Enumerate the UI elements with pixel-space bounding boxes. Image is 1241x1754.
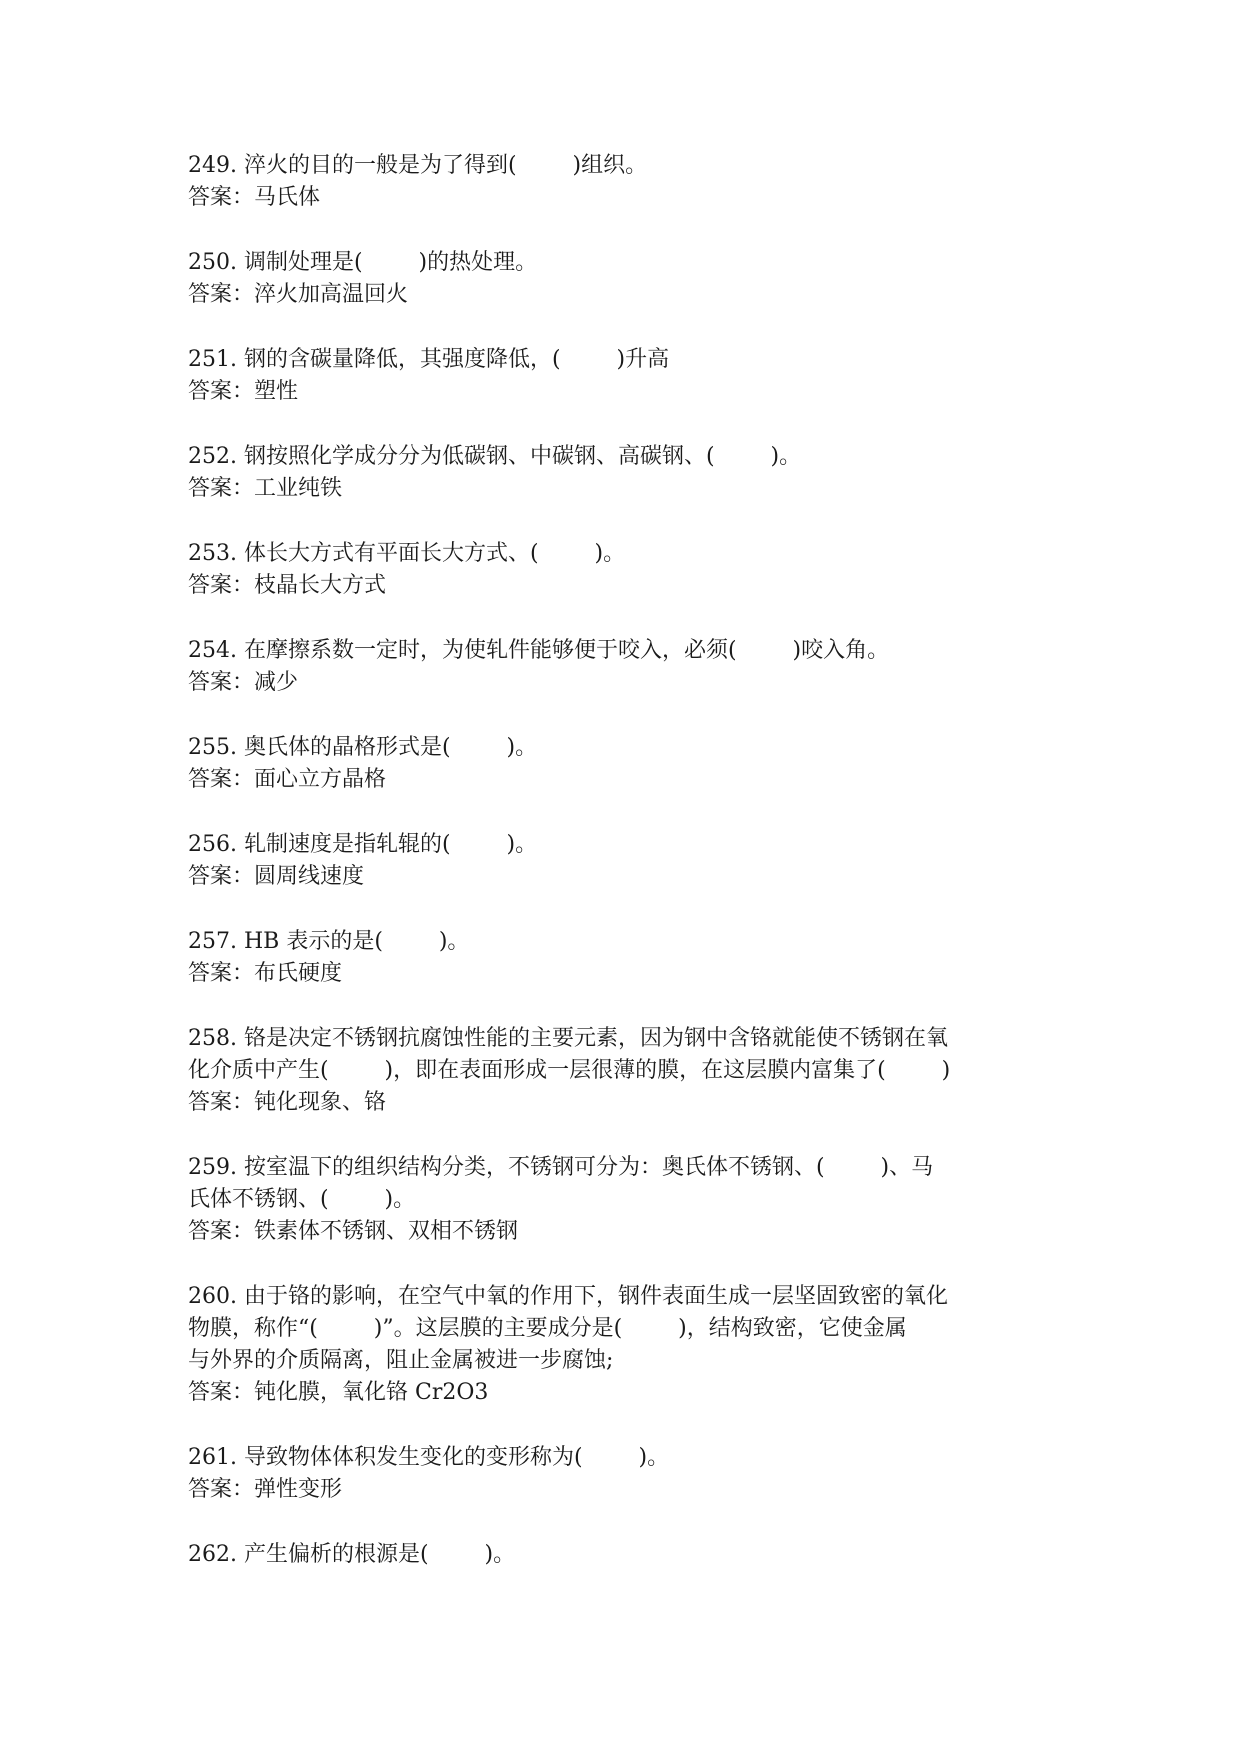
- question-block-251: [188, 344, 1088, 408]
- answer-text: 答案：钝化现象、铬: [188, 1090, 387, 1115]
- question-text: 250. 调制处理是( )的热处理。: [188, 250, 538, 275]
- answer-text: 答案：钝化膜，氧化铬 Cr2O3: [188, 1380, 489, 1405]
- question-text: 251. 钢的含碳量降低，其强度降低，( )升高: [188, 347, 670, 372]
- answer-text: 答案：铁素体不锈钢、双相不锈钢: [188, 1219, 519, 1244]
- question-text: 249. 淬火的目的一般是为了得到( )组织。: [188, 153, 648, 178]
- answer-text: 答案：塑性: [188, 379, 299, 404]
- question-text: 与外界的介质隔离，阻止金属被进一步腐蚀;: [188, 1348, 614, 1373]
- question-text: 255. 奥氏体的晶格形式是( )。: [188, 735, 538, 760]
- question-text: 259. 按室温下的组织结构分类，不锈钢可分为：奥氏体不锈钢、( )、马: [188, 1155, 934, 1180]
- question-block-255: [188, 732, 1088, 796]
- document-page: [188, 150, 1088, 1604]
- answer-text: 答案：减少: [188, 670, 299, 695]
- answer-text: 答案：布氏硬度: [188, 961, 343, 986]
- question-text: 258. 铬是决定不锈钢抗腐蚀性能的主要元素，因为钢中含铬就能使不锈钢在氧: [188, 1026, 948, 1051]
- question-block-249: [188, 150, 1088, 214]
- answer-text: 答案：圆周线速度: [188, 864, 365, 889]
- question-block-262: [188, 1539, 1088, 1571]
- question-text: 物膜，称作“( )”。这层膜的主要成分是( )，结构致密，它使金属: [188, 1316, 907, 1341]
- question-text: 256. 轧制速度是指轧辊的( )。: [188, 832, 538, 857]
- answer-text: 答案：枝晶长大方式: [188, 573, 387, 598]
- answer-text: 答案：淬火加高温回火: [188, 282, 409, 307]
- answer-text: 答案：工业纯铁: [188, 476, 343, 501]
- question-block-260: [188, 1281, 1088, 1409]
- question-block-253: [188, 538, 1088, 602]
- question-block-250: [188, 247, 1088, 311]
- answer-text: 答案：马氏体: [188, 185, 321, 210]
- question-block-257: [188, 926, 1088, 990]
- question-text: 254. 在摩擦系数一定时，为使轧件能够便于咬入，必须( )咬入角。: [188, 638, 890, 663]
- question-block-252: [188, 441, 1088, 505]
- question-text: 257. HB 表示的是( )。: [188, 929, 470, 954]
- question-text: 化介质中产生( )，即在表面形成一层很薄的膜，在这层膜内富集了( ): [188, 1058, 951, 1083]
- answer-text: 答案：弹性变形: [188, 1477, 343, 1502]
- question-text: 252. 钢按照化学成分分为低碳钢、中碳钢、高碳钢、( )。: [188, 444, 802, 469]
- question-text: 253. 体长大方式有平面长大方式、( )。: [188, 541, 626, 566]
- question-text: 262. 产生偏析的根源是( )。: [188, 1542, 516, 1567]
- question-text: 261. 导致物体体积发生变化的变形称为( )。: [188, 1445, 670, 1470]
- answer-text: 答案：面心立方晶格: [188, 767, 387, 792]
- question-block-261: [188, 1442, 1088, 1506]
- question-text: 260. 由于铬的影响，在空气中氧的作用下，钢件表面生成一层坚固致密的氧化: [188, 1284, 948, 1309]
- question-block-256: [188, 829, 1088, 893]
- question-block-258: [188, 1023, 1088, 1119]
- question-block-259: [188, 1152, 1088, 1248]
- question-text: 氏体不锈钢、( )。: [188, 1187, 416, 1212]
- question-block-254: [188, 635, 1088, 699]
